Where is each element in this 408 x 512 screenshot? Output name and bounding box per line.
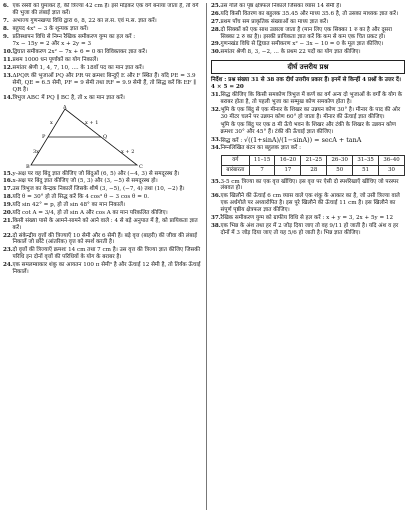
question-text: उस त्रिभुज का केन्द्रक निकालें जिसके शीर्ष (3, −5), (−7, 4) तथा (10, −2) है। <box>12 186 185 193</box>
label-x-plus-1: x + 1 <box>85 119 99 126</box>
question-text: यदि किसी वितरण का बहुलक 35.45 और माध्य 35.6 है, तो उसका माध्यक ज्ञात करें। <box>220 10 399 17</box>
label-x: x <box>50 119 53 126</box>
question-list-right-mid <box>211 92 405 136</box>
question-text: एक समलम्बाकार शंकु का आयतन 100 π सेमी³ है और ऊँचाई 12 सेमी है, तो तिर्यक ऊँचाई निकालें। <box>12 262 201 275</box>
question-text: प्रतिस्थापन विधि से निम्न रैखिक समीकरण युग्म का हल करें : <box>12 33 136 40</box>
question-text: भूमि के एक बिंदु पर एक 8 मी ऊँचे भवन के शिखर और टंकी के शिखर के उन्नयन कोण क्रमशः 30° और 45° हैं। टंकी की ऊँचाई ज्ञात कीजिए। <box>220 121 396 135</box>
question-number: 8. <box>3 25 9 32</box>
question-item <box>3 233 202 247</box>
table-header-cell: 16–20 <box>275 156 301 166</box>
question-item <box>211 49 405 56</box>
question-number: 32. <box>211 107 221 114</box>
table-cell: 30 <box>379 165 405 175</box>
question-number: 23. <box>3 247 13 254</box>
question-item <box>3 57 202 64</box>
question-number: 24. <box>3 262 13 269</box>
question-item <box>211 223 405 237</box>
question-text: दो सिक्कों को एक साथ उछाला जाता है (मान लिए एक सिक्का 1 रु का है और दूसरा सिक्का 2 रु का है)। इसकी प्रायिकता ज्ञात करें कि कम से कम एक चित प्रकट हो। <box>220 26 392 40</box>
question-item <box>3 18 202 25</box>
table-header-cell: वर्ग <box>222 156 250 166</box>
question-list-right-bottom <box>211 179 405 238</box>
table-header-cell: 21–25 <box>301 156 327 166</box>
question-text: सिद्ध कीजिए कि किसी समकोण त्रिभुज में कर्ण का वर्ग अन्य दो भुजाओं के वर्गों के योग के बराबर होता है, तो पहली भुजा का सम्मुख कोण समकोण होता है। <box>220 92 403 106</box>
question-number: 38. <box>211 222 221 229</box>
question-number: 11. <box>3 57 13 64</box>
triangle-figure <box>3 103 202 171</box>
question-number: 22. <box>3 232 13 239</box>
table-header-row <box>222 156 405 166</box>
question-text: निम्नलिखित बंटन का बहुलक ज्ञात करें : <box>220 145 301 152</box>
question-number: 34. <box>211 145 221 152</box>
question-number: 15. <box>3 170 13 177</box>
left-column <box>3 3 202 510</box>
question-text <box>221 137 406 145</box>
question-text: गुणनखंड विधि से द्विघात समीकरण x² − 3x − 10 = 0 के मूल ज्ञात कीजिए। <box>220 41 384 48</box>
instructions-text: निर्देश : प्रश्न संख्या 31 से 38 तक दीर्घ उत्तरीय प्रकार हैं। इनमें से किन्हीं 4 प्रश्नों के उत्तर दें। <box>211 76 401 83</box>
question-number: 17. <box>3 186 13 193</box>
question-number: 29. <box>211 41 221 48</box>
question-item <box>211 41 405 48</box>
question-number <box>211 122 221 136</box>
question-number: 7. <box>3 17 9 24</box>
question-text: उस गोले का पृष्ठ क्षेत्रफल निकालें जिसका व्यास 14 सेमी है। <box>220 3 342 9</box>
question-number: 37. <box>211 214 221 221</box>
question-item <box>211 19 405 26</box>
question-text: x-अक्ष पर बिंदु ज्ञात कीजिए जो (5, 3) और (3, −5) से समदूरस्थ हो। <box>12 178 158 185</box>
question-item <box>211 107 405 121</box>
question-text: प्रथम 1000 धन पूर्णांकों का योग निकालें। <box>12 57 99 64</box>
question-item <box>3 247 202 261</box>
question-text: एक रस्सी को घुमाकर है, की त्रिज्या 42 cm है। इसे मोड़कर एक वर्ग बनाया जाता है, तो वर्ग की भुजा की लंबाई ज्ञात करें। <box>12 3 199 16</box>
question-number: 36. <box>211 193 221 200</box>
question-item <box>3 171 202 178</box>
section-instructions <box>211 77 405 91</box>
question-item <box>211 3 405 10</box>
q33-formula: √((1+sinA)/(1−sinA)) = secA + tanA <box>244 135 362 144</box>
question-item <box>3 41 202 48</box>
table-cell: 28 <box>301 165 327 175</box>
question-text: भूमि के एक बिंदु से एक मीनार के शिखर का उन्नयन कोण 30° है। मीनार के पाद की ओर 30 मीटर चलने पर उन्नयन कोण 60° हो जाता है। मीनार की ऊँचाई ज्ञात कीजिए। <box>220 107 401 120</box>
question-text: प्रथम पाँच सम प्राकृतिक संख्याओं का माध्य ज्ञात करें। <box>220 18 329 25</box>
triangle-diagram <box>25 105 155 169</box>
question-number: 20. <box>3 210 13 217</box>
question-number: 28. <box>211 26 221 33</box>
question-text: 7x − 15y = 2 और x + 2y = 3 <box>12 41 92 48</box>
table-header-cell: 36–40 <box>379 156 405 166</box>
question-item <box>3 178 202 185</box>
right-column <box>206 3 405 510</box>
question-33 <box>211 137 405 145</box>
question-item <box>3 194 202 201</box>
question-item <box>3 202 202 209</box>
question-item <box>3 65 202 72</box>
question-text: y-अक्ष पर वह बिंदु ज्ञात कीजिए जो बिंदुओं (6, 5) और (−4, 3) से समदूरस्थ है। <box>12 170 180 177</box>
question-list-right-top <box>211 3 405 57</box>
section-heading: दीर्घ उत्तरीय प्रश्न <box>211 60 405 74</box>
question-number: 26. <box>211 10 221 17</box>
question-item <box>211 179 405 193</box>
question-number <box>3 41 13 48</box>
question-item <box>211 215 405 222</box>
question-list-left-bottom <box>3 171 202 277</box>
question-text: समांतर श्रेणी 8, 3, −2, ... के प्रथम 22 पदों का योग ज्ञात कीजिए। <box>220 49 361 56</box>
question-text: त्रिभुज ABC में PQ ∥ BC है, तो x का मान ज्ञात करें। <box>12 94 125 101</box>
question-item <box>3 49 202 56</box>
q33-prefix: सिद्ध करें : <box>220 137 243 144</box>
question-number: 18. <box>3 194 13 201</box>
frequency-table <box>221 155 405 175</box>
question-item <box>3 95 202 102</box>
marks-text: 4 × 5 = 20 <box>211 83 244 90</box>
question-item <box>3 218 202 232</box>
question-item <box>211 122 405 136</box>
question-text: द्विघात समीकरण 2x² − 7x + 6 = 0 का विविक्तकर ज्ञात करें। <box>12 49 148 56</box>
question-number: 12. <box>3 65 13 72</box>
label-q: Q <box>103 133 108 140</box>
question-item <box>3 262 202 276</box>
table-header-cell: 26–30 <box>327 156 353 166</box>
question-text: दो संकेन्द्रीय वृत्तों की त्रिज्याएँ 10 सेमी और 6 सेमी हैं। बड़े वृत्त (बाहरी) की जीवा की लंबाई निकालें जो छोटे (आंतरिक) वृत्त को स्पर्श करती है। <box>12 232 197 246</box>
question-text: एक भिन्न के अंश तथा हर में 2 जोड़ दिया जाए तो वह 9/11 हो जाती है। यदि अंश व हर दोनों में 3 जोड़ दिया जाए तो यह 5/6 हो जाती है। भिन्न ज्ञात कीजिए। <box>220 222 399 236</box>
table-cell: बारंबारता <box>222 165 250 175</box>
question-text: दो वृत्तों की त्रिज्याएँ क्रमशः 14 cm तथा 7 cm है। उस वृत्त की त्रिज्या ज्ञात कीजिए जिसकी परिधि इन दोनों वृत्तों की परिधियों के योग के बराबर है। <box>12 247 201 261</box>
question-text: ΔPQR की भुजाओं PQ और PR पर क्रमशः बिन्दुएँ E और F स्थित हैं। यदि PE = 3.9 सेमी, QE = 6.5 सेमी, PF = 9 सेमी तथा RF = 9.9 सेमी हैं, तो सिद्ध करें कि EF ∥ QR है। <box>12 73 196 93</box>
question-number: 30. <box>211 49 221 56</box>
label-b: B <box>26 163 30 169</box>
question-number: 25. <box>211 3 221 9</box>
table-cell: 50 <box>327 165 353 175</box>
question-text: अभाज्य गुणनखण्ड विधि द्वारा 6, 8, 22 का ल.स. एवं म.स. ज्ञात करें। <box>12 17 157 24</box>
question-text: बहुपद 4x² − 3 के शून्यक ज्ञात करें। <box>12 25 89 32</box>
question-item <box>211 193 405 213</box>
question-number: 33. <box>211 136 221 143</box>
question-text: एक खिलौने की ऊँचाई 6 cm व्यास वाले एक शंकु के आकार का है, जो उसी त्रिज्या वाले एक अर्धगोले पर अध्यारोपित है। इस पूरे खिलौने की ऊँचाई 11 cm है। इस खिलौने का संपूर्ण पृष्ठीय क्षेत्रफल ज्ञात कीजिए। <box>220 193 400 213</box>
question-item <box>3 3 202 17</box>
question-item <box>3 73 202 93</box>
label-x-plus-2: x + 2 <box>121 148 135 155</box>
question-number: 16. <box>3 178 13 185</box>
label-3x: 3x <box>33 148 40 155</box>
question-text: यदि sin 42° = p, हो तो sin 48° का मान निकालें। <box>12 202 126 209</box>
question-number: 27. <box>211 18 221 25</box>
table-cell: 7 <box>249 165 275 175</box>
question-item <box>3 210 202 217</box>
question-text: यदि θ = 30° हो तो सिद्ध करें कि 4 cos³ θ − 3 cos θ = 0. <box>12 194 149 201</box>
question-item <box>3 186 202 193</box>
label-p: P <box>42 133 46 140</box>
question-number: 13. <box>3 73 13 80</box>
question-text: रैखिक समीकरण युग्म को ग्राफीय विधि से हल करें : x + y = 3, 2x + 5y = 12 <box>220 214 394 221</box>
question-list-left-top <box>3 3 202 103</box>
question-number: 31. <box>211 92 221 99</box>
question-number: 14. <box>3 94 13 101</box>
table-cell: 51 <box>353 165 379 175</box>
table-cell: 17 <box>275 165 301 175</box>
question-item <box>211 92 405 106</box>
label-c: C <box>139 163 143 169</box>
question-item <box>3 34 202 41</box>
table-header-cell: 31–35 <box>353 156 379 166</box>
question-text: 3-5 cm त्रिज्या का एक वृत्त खींचिए। इस वृत्त पर ऐसी दो स्पर्शरेखाएँ खींचिए जो परस्पर लंबवत हो। <box>220 178 399 192</box>
question-text: यदि cot A = 3/4, हो तो sin A और cos A का मान परिकलित कीजिए। <box>12 210 168 217</box>
question-number: 35. <box>211 178 221 185</box>
question-text: समांतर श्रेणी 1, 4, 7, 10, .... के 18वाँ पद का मान ज्ञात करें। <box>12 65 144 72</box>
question-number: 6. <box>3 3 9 9</box>
label-apex: A <box>63 104 67 110</box>
question-34 <box>211 145 405 152</box>
question-number: 10. <box>3 49 13 56</box>
question-item <box>3 26 202 33</box>
question-number: 19. <box>3 202 13 209</box>
question-item <box>211 27 405 41</box>
table-header-cell: 11–15 <box>249 156 275 166</box>
question-number: 9. <box>3 33 9 40</box>
question-item <box>211 11 405 18</box>
question-number: 21. <box>3 217 13 224</box>
question-text: किसी संख्या पासे के आमने-सामने को आने वाले : 4 से बड़े अनुपात में है, को प्रायिकता ज्ञात करें। <box>12 217 198 231</box>
table-row <box>222 165 405 175</box>
